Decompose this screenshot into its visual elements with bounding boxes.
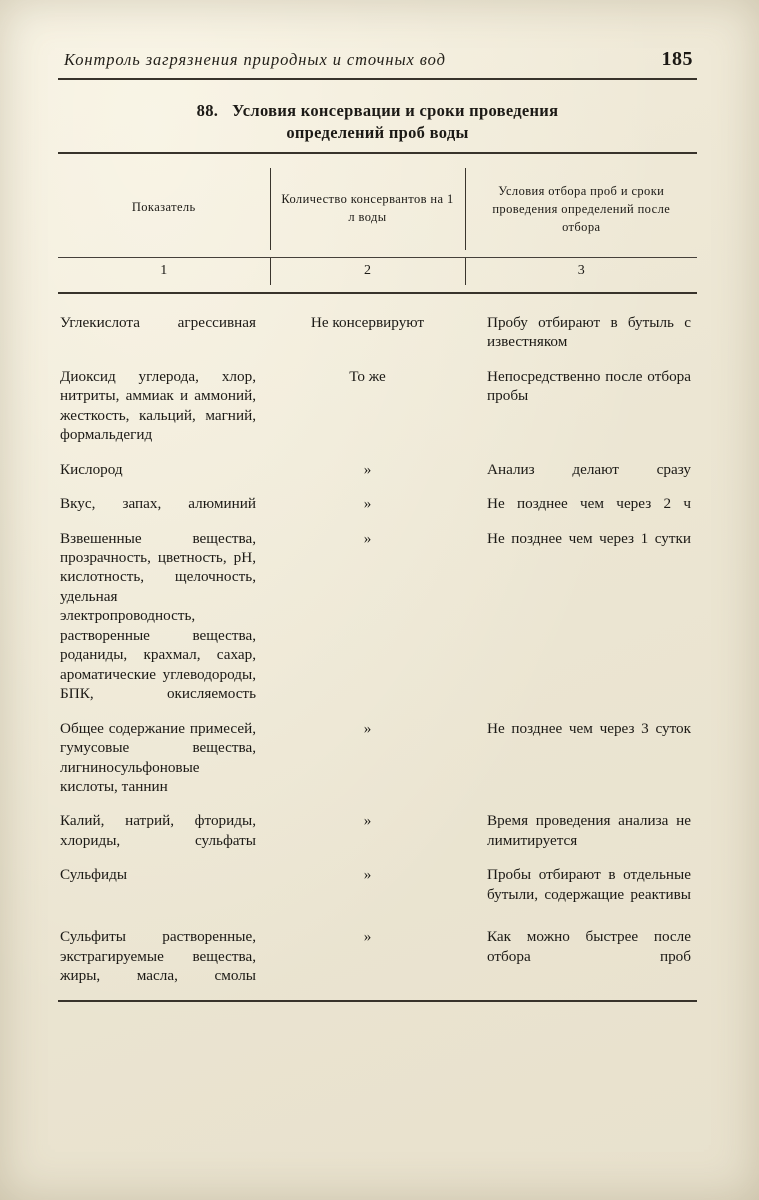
table-row <box>58 708 697 801</box>
table-title-line1: Условия консервации и сроки проведения <box>232 101 559 120</box>
table-bottom-rule <box>58 1000 697 1002</box>
cell-indicator: Углекислота агрессивная <box>60 313 256 331</box>
cell-conditions: Пробы отбирают в отдельные бутыли, содержащие реактивы <box>487 866 691 903</box>
table-row <box>58 302 697 356</box>
cell-indicator: Сульфиды <box>60 866 128 884</box>
cell-conditions: Время проведения анализа не лимитируется <box>487 812 691 849</box>
table-header-row <box>58 168 697 250</box>
table-row <box>58 449 697 483</box>
column-number-row <box>58 258 697 285</box>
table-number: 88. <box>196 101 219 120</box>
column-number-3: 3 <box>577 262 585 278</box>
spacer <box>58 294 697 302</box>
cell-indicator: Вкус, запах, алюминий <box>60 495 256 513</box>
table-caption <box>58 100 697 145</box>
cell-indicator: Сульфиты растворенные, экстрагируемые вещества, жиры, масла, смолы <box>60 928 256 985</box>
column-header-preservative: Количество консервантов на 1 л воды <box>270 168 465 250</box>
table-top-rule <box>58 152 697 154</box>
cell-indicator: Взвешенные вещества, прозрачность, цветность, рН, кислотность, щелочность, удельная электропроводность, растворенные вещества, роданиды, крахмал, сахар, ароматические углеводороды, БПК, окисляемость <box>60 529 256 703</box>
cell-conditions: Не позднее чем через 3 суток <box>487 719 691 737</box>
cell-conditions: Непосредственно после отбора пробы <box>487 367 691 405</box>
cell-conditions: Пробу отбирают в бутыль с известняком <box>487 313 691 351</box>
cell-preservative: » <box>363 866 372 884</box>
cell-indicator: Калий, натрий, фториды, хлориды, сульфаты <box>60 812 256 849</box>
table-row <box>58 483 697 517</box>
header-separator-row <box>58 250 697 258</box>
cell-conditions: Анализ делают сразу <box>487 460 691 478</box>
cell-preservative: » <box>363 812 372 830</box>
spacer <box>58 908 697 916</box>
running-title: Контроль загрязнения природных и сточных вод <box>64 50 446 69</box>
cell-preservative: Не консервируют <box>310 313 425 331</box>
table-row <box>58 356 697 449</box>
cell-conditions: Не позднее чем через 2 ч <box>487 495 691 513</box>
table-row <box>58 518 697 708</box>
column-header-indicator: Показатель <box>58 168 270 250</box>
cell-preservative: » <box>363 719 372 737</box>
cell-preservative: » <box>363 495 372 513</box>
table-row <box>58 916 697 989</box>
cell-indicator: Общее содержание примесей, гумусовые вещества, лигниносульфоновые кислоты, таннин <box>60 719 256 795</box>
cell-preservative: » <box>363 460 372 478</box>
column-number-1: 1 <box>58 258 270 285</box>
table-row <box>58 854 697 908</box>
cell-preservative: » <box>363 928 372 946</box>
cell-indicator: Диоксид углерода, хлор, нитриты, аммиак и аммоний, жесткость, кальций, магний, формальдегид <box>60 367 256 444</box>
cell-conditions: Как можно быстрее после отбора проб <box>487 928 691 965</box>
cell-conditions: Не позднее чем через 1 сутки <box>487 529 691 547</box>
header-rule <box>58 78 697 80</box>
numbers-separator-row <box>58 285 697 294</box>
cell-indicator: Кислород <box>60 460 123 478</box>
cell-preservative: То же <box>349 367 386 385</box>
column-number-2: 2 <box>270 258 465 285</box>
conservation-conditions-table <box>58 168 697 990</box>
page-header <box>58 48 697 71</box>
table-title-line2: определений проб воды <box>286 123 469 143</box>
cell-preservative: » <box>363 529 372 547</box>
table-row <box>58 800 697 854</box>
page-number: 185 <box>661 48 693 70</box>
column-header-conditions: Условия отбора проб и сроки проведения определений после отбора <box>492 183 671 234</box>
